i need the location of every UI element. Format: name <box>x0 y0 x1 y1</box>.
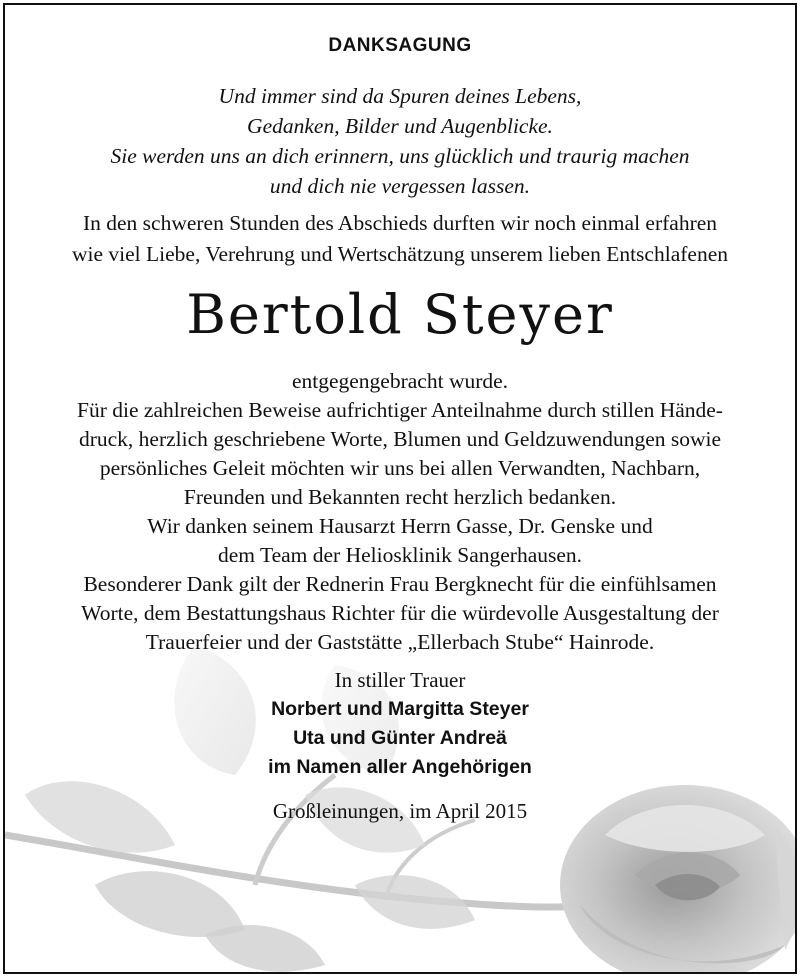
intro-text <box>5 208 795 270</box>
leaf-shape <box>95 871 245 937</box>
body-line: Trauerfeier und der Gaststätte „Ellerbach Stube“ Hainrode. <box>145 630 655 654</box>
leaf-shape <box>205 925 325 972</box>
intro-line: In den schweren Stunden des Abschieds durften wir noch einmal erfahren <box>82 211 718 235</box>
body-line: persönliches Geleit möchten wir uns bei allen Verwandten, Nachbarn, <box>99 456 701 480</box>
body-line: Worte, dem Bestattungshaus Richter für die würdevolle Ausgestaltung der <box>81 601 719 625</box>
signature-intro: In stiller Trauer <box>334 668 466 692</box>
thanks-body <box>5 367 795 657</box>
intro-line: wie viel Liebe, Verehrung und Wertschätzung unserem lieben Entschlafenen <box>72 242 728 266</box>
body-line: Wir danken seinem Hausarzt Herrn Gasse, Dr. Genske und <box>147 514 653 538</box>
body-line: Für die zahlreichen Beweise aufrichtiger Anteilnahme durch stillen Hände- <box>77 398 723 422</box>
poem-line: und dich nie vergessen lassen. <box>269 174 531 198</box>
mourner-name: Norbert und Margitta Steyer <box>271 698 529 720</box>
body-line: Freunden und Bekannten recht herzlich bedanken. <box>183 485 617 509</box>
obituary-notice <box>3 3 797 974</box>
body-line: dem Team der Heliosklinik Sangerhausen. <box>217 543 583 567</box>
notice-heading: DANKSAGUNG <box>328 35 472 56</box>
body-line: entgegengebracht wurde. <box>291 369 509 393</box>
body-line: druck, herzlich geschriebene Worte, Blumen und Geldzuwendungen sowie <box>78 427 722 451</box>
place-date: Großleinungen, im April 2015 <box>272 799 528 823</box>
signature-block <box>5 666 795 782</box>
body-line: Besonderer Dank gilt der Rednerin Frau Bergknecht für die einfühlsamen <box>83 572 717 596</box>
poem-verse <box>5 81 795 201</box>
deceased-name: Bertold Steyer <box>186 283 614 346</box>
mourner-name: Uta und Günter Andreä <box>293 727 507 749</box>
mourner-name: im Namen aller Angehörigen <box>268 756 532 778</box>
leaf-shape <box>355 875 475 929</box>
poem-line: Sie werden uns an dich erinnern, uns glücklich und traurig machen <box>110 144 690 168</box>
poem-line: Gedanken, Bilder und Augenblicke. <box>247 114 553 138</box>
poem-line: Und immer sind da Spuren deines Lebens, <box>218 84 582 108</box>
